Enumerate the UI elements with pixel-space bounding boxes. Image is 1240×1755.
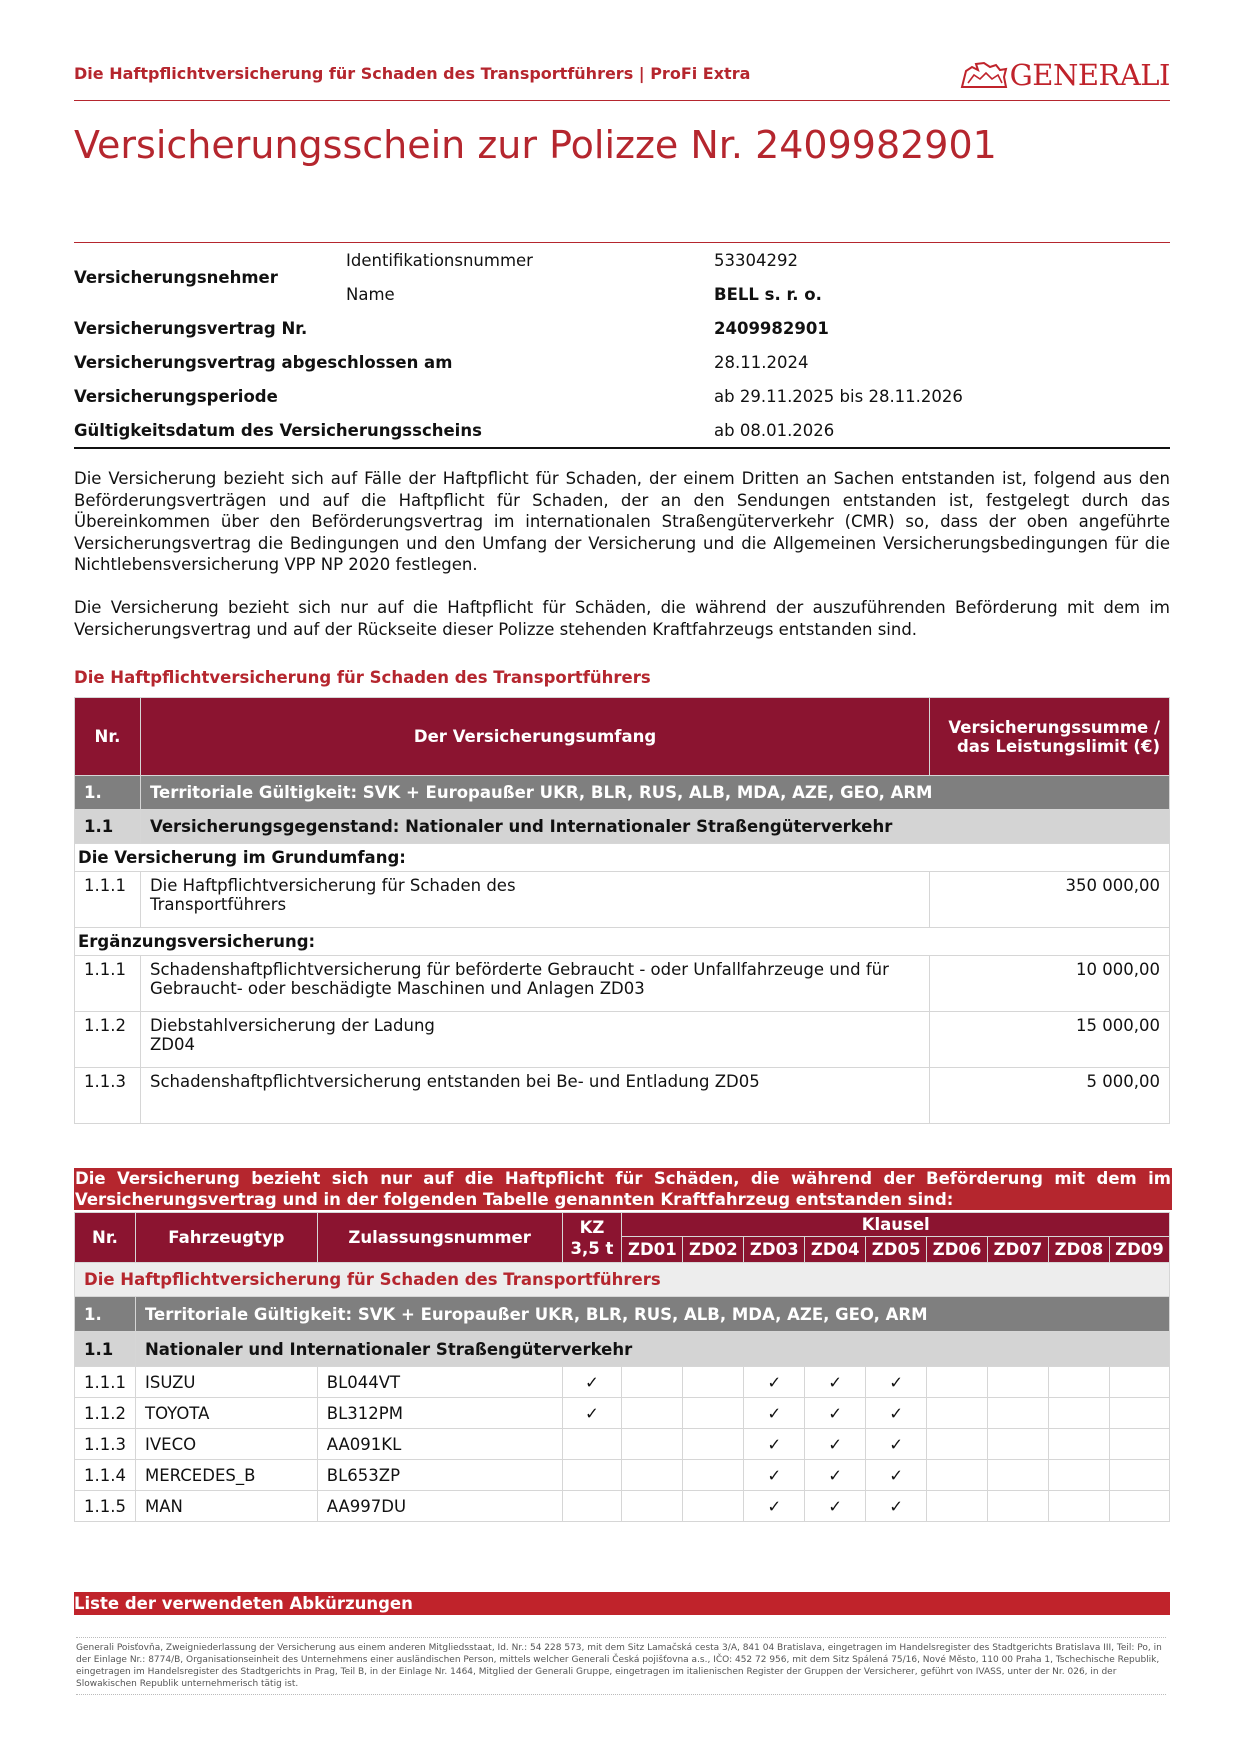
kz-cell <box>562 1429 622 1460</box>
vehicle-type: IVECO <box>135 1429 317 1460</box>
clause-cell <box>683 1460 744 1491</box>
clause-cell <box>1109 1491 1169 1522</box>
concluded-value: 28.11.2024 <box>714 352 809 372</box>
vehicle-nr: 1.1.5 <box>75 1491 136 1522</box>
abbreviations-title: Liste der verwendeten Abkürzungen <box>74 1592 1170 1615</box>
clause-header-zd07: ZD07 <box>988 1237 1049 1263</box>
basic-label: Die Versicherung im Grundumfang: <box>75 844 1170 872</box>
period-label: Versicherungsperiode <box>74 386 278 406</box>
check-icon: ✓ <box>744 1460 805 1491</box>
clause-cell <box>622 1398 683 1429</box>
vehicle-type: ISUZU <box>135 1367 317 1398</box>
vehicles-banner: Die Versicherung bezieht sich nur auf die Haftpflicht für Schäden, die während der Beförderung mit dem im Versicherungsvertrag und in der folgenden Tabelle genannten Kraftfahrzeug entstanden sind: <box>75 1169 1171 1209</box>
table-row <box>75 1367 1170 1398</box>
vehicle-plate: BL312PM <box>317 1398 562 1429</box>
clause-header-zd08: ZD08 <box>1048 1237 1109 1263</box>
check-icon: ✓ <box>805 1398 866 1429</box>
clause-cell <box>1048 1429 1109 1460</box>
vehicle-plate: AA091KL <box>317 1429 562 1460</box>
name-label: Name <box>346 284 395 304</box>
clause-cell <box>622 1460 683 1491</box>
veh-col-nr: Nr. <box>75 1213 136 1263</box>
clause-header-zd02: ZD02 <box>683 1237 744 1263</box>
clause-cell <box>927 1460 988 1491</box>
table-row <box>75 1460 1170 1491</box>
logo-text: GENERALI <box>1009 58 1170 92</box>
check-icon: ✓ <box>562 1367 622 1398</box>
check-icon: ✓ <box>805 1367 866 1398</box>
clause-cell <box>622 1367 683 1398</box>
clause-header-zd03: ZD03 <box>744 1237 805 1263</box>
veh-section-row <box>75 1263 1170 1297</box>
territory-row <box>75 776 1170 810</box>
table-row <box>75 1491 1170 1522</box>
check-icon: ✓ <box>866 1398 927 1429</box>
holder-label: Versicherungsnehmer <box>74 267 278 287</box>
contract-label: Versicherungsvertrag Nr. <box>74 318 308 338</box>
basic-label-row <box>75 844 1170 872</box>
coverage-table <box>74 697 1170 1124</box>
supplement-text: Schadenshaftpflichtversicherung entstanden bei Be- und Entladung ZD05 <box>140 1068 929 1124</box>
check-icon: ✓ <box>744 1429 805 1460</box>
id-label: Identifikationsnummer <box>346 250 533 270</box>
id-value: 53304292 <box>714 250 798 270</box>
supplement-label: Ergänzungsversicherung: <box>75 928 1170 956</box>
vehicle-nr: 1.1.1 <box>75 1367 136 1398</box>
vehicle-type: MERCEDES_B <box>135 1460 317 1491</box>
vehicle-plate: BL653ZP <box>317 1460 562 1491</box>
col-scope-header: Der Versicherungsumfang <box>140 698 929 776</box>
supplement-text: Diebstahlversicherung der Ladung ZD04 <box>140 1012 929 1068</box>
table-row <box>75 1398 1170 1429</box>
veh-territory-nr: 1. <box>75 1297 136 1332</box>
veh-territory-text: Territoriale Gültigkeit: SVK + Europaußer UKR, BLR, RUS, ALB, MDA, AZE, GEO, ARM <box>135 1297 1169 1332</box>
vehicles-header-row <box>75 1213 1170 1237</box>
territory-nr: 1. <box>75 776 141 810</box>
clause-cell <box>683 1398 744 1429</box>
coverage-header-row <box>75 698 1170 776</box>
check-icon: ✓ <box>866 1460 927 1491</box>
supplement-nr: 1.1.2 <box>75 1012 141 1068</box>
vehicle-type: TOYOTA <box>135 1398 317 1429</box>
table-row <box>75 956 1170 1012</box>
supplement-nr: 1.1.1 <box>75 956 141 1012</box>
page-header <box>74 58 1170 101</box>
clause-header-zd04: ZD04 <box>805 1237 866 1263</box>
veh-subject-row <box>75 1332 1170 1367</box>
clause-cell <box>1048 1398 1109 1429</box>
clause-cell <box>1048 1460 1109 1491</box>
table-row <box>75 1012 1170 1068</box>
header-title: Die Haftpflichtversicherung für Schaden des Transportführers | ProFi Extra <box>74 64 751 83</box>
vehicles-table <box>74 1212 1170 1522</box>
veh-col-type: Fahrzeugtyp <box>135 1213 317 1263</box>
table-row <box>75 872 1170 928</box>
basic-nr: 1.1.1 <box>75 872 141 928</box>
subject-text: Versicherungsgegenstand: Nationaler und Internationaler Straßengüterverkehr <box>140 810 1169 844</box>
supplement-text: Schadenshaftpflichtversicherung für beförderte Gebraucht - oder Unfallfahrzeuge und für Gebraucht- oder beschädigte Maschinen und Anlagen ZD03 <box>140 956 929 1012</box>
clause-cell <box>683 1367 744 1398</box>
vehicle-nr: 1.1.3 <box>75 1429 136 1460</box>
check-icon: ✓ <box>805 1491 866 1522</box>
col-sum-header: Versicherungssumme / das Leistungslimit (€) <box>930 698 1170 776</box>
veh-col-kz: KZ 3,5 t <box>562 1213 622 1263</box>
period-value: ab 29.11.2025 bis 28.11.2026 <box>714 386 963 406</box>
check-icon: ✓ <box>866 1367 927 1398</box>
check-icon: ✓ <box>744 1398 805 1429</box>
veh-col-plate: Zulassungsnummer <box>317 1213 562 1263</box>
lion-icon <box>960 61 1008 89</box>
clause-cell <box>988 1367 1049 1398</box>
contract-value: 2409982901 <box>714 318 829 338</box>
table-row <box>75 1429 1170 1460</box>
clause-cell <box>1109 1367 1169 1398</box>
clause-cell <box>927 1491 988 1522</box>
clause-cell <box>1048 1491 1109 1522</box>
subject-nr: 1.1 <box>75 810 141 844</box>
basic-text: Die Haftpflichtversicherung für Schaden des Transportführers <box>140 872 929 928</box>
clause-cell <box>1109 1460 1169 1491</box>
vehicle-type: MAN <box>135 1491 317 1522</box>
clause-header-zd09: ZD09 <box>1109 1237 1169 1263</box>
clause-cell <box>988 1429 1049 1460</box>
clause-header-zd05: ZD05 <box>866 1237 927 1263</box>
clause-cell <box>1048 1367 1109 1398</box>
clause-cell <box>988 1398 1049 1429</box>
clause-cell <box>622 1491 683 1522</box>
supplement-sum: 5 000,00 <box>930 1068 1170 1124</box>
clause-header-zd06: ZD06 <box>927 1237 988 1263</box>
name-value: BELL s. r. o. <box>714 284 822 304</box>
clause-cell <box>927 1398 988 1429</box>
concluded-label: Versicherungsvertrag abgeschlossen am <box>74 352 453 372</box>
supplement-sum: 10 000,00 <box>930 956 1170 1012</box>
clause-cell <box>622 1429 683 1460</box>
clause-cell <box>988 1460 1049 1491</box>
vehicle-plate: AA997DU <box>317 1491 562 1522</box>
check-icon: ✓ <box>744 1367 805 1398</box>
page-title: Versicherungsschein zur Polizze Nr. 2409982901 <box>74 123 997 167</box>
vehicle-nr: 1.1.2 <box>75 1398 136 1429</box>
subject-row <box>75 810 1170 844</box>
veh-section-title: Die Haftpflichtversicherung für Schaden des Transportführers <box>75 1263 1170 1297</box>
clause-header-zd01: ZD01 <box>622 1237 683 1263</box>
check-icon: ✓ <box>805 1429 866 1460</box>
vehicle-nr: 1.1.4 <box>75 1460 136 1491</box>
supplement-label-row <box>75 928 1170 956</box>
veh-subject-nr: 1.1 <box>75 1332 136 1367</box>
check-icon: ✓ <box>562 1398 622 1429</box>
check-icon: ✓ <box>866 1491 927 1522</box>
clause-cell <box>1109 1429 1169 1460</box>
generali-logo <box>960 58 1170 92</box>
coverage-section-title: Die Haftpflichtversicherung für Schaden des Transportführers <box>74 668 651 687</box>
supplement-nr: 1.1.3 <box>75 1068 141 1124</box>
validity-label: Gültigkeitsdatum des Versicherungsscheins <box>74 420 482 440</box>
kz-cell <box>562 1460 622 1491</box>
clause-cell <box>988 1491 1049 1522</box>
clause-cell <box>683 1429 744 1460</box>
clause-cell <box>927 1367 988 1398</box>
check-icon: ✓ <box>805 1460 866 1491</box>
intro-paragraph: Die Versicherung bezieht sich auf Fälle der Haftpflicht für Schaden, der einem Dritten an Sachen entstanden ist, folgend aus den Beförderungsverträgen und auf die Haftpflicht für Schaden, der an den Sendungen entstanden ist, festgelegt durch das Übereinkommen über den Beförderungsvertrag im internationalen Straßengüterverkehr (CMR) so, dass der oben angeführte Versicherungsvertrag die Bedingungen und den Umfang der Versicherung und die Allgemeinen Versicherungsbedingungen für die Nichtlebensversicherung VPP NP 2020 festlegen. <box>74 469 1170 574</box>
col-nr-header: Nr. <box>75 698 141 776</box>
veh-subject-text: Nationaler und Internationaler Straßengüterverkehr <box>135 1332 1169 1367</box>
check-icon: ✓ <box>744 1491 805 1522</box>
clause-cell <box>927 1429 988 1460</box>
territory-text: Territoriale Gültigkeit: SVK + Europaußer UKR, BLR, RUS, ALB, MDA, AZE, GEO, ARM <box>140 776 1169 810</box>
validity-value: ab 08.01.2026 <box>714 420 835 440</box>
scope-paragraph: Die Versicherung bezieht sich nur auf die Haftpflicht für Schäden, die während der auszuführenden Beförderung mit dem im Versicherungsvertrag und auf der Rückseite dieser Polizze stehenden Kraftfahrzeugs entstanden sind. <box>74 598 1170 639</box>
clause-cell <box>683 1491 744 1522</box>
veh-territory-row <box>75 1297 1170 1332</box>
basic-sum: 350 000,00 <box>930 872 1170 928</box>
clause-cell <box>1109 1398 1169 1429</box>
policy-info <box>74 242 1170 449</box>
legal-footer: Generali Poisťovňa, Zweigniederlassung der Versicherung aus einem anderen Mitgliedsstaat, Id. Nr.: 54 228 573, mit dem Sitz Lamačská cesta 3/A, 841 04 Bratislava, eingetragen im Handelsregister des Stadtgerichts Bratislava III, Teil: Po, in der Einlage Nr.: 8774/B, Organisationseinheit des Unternehmens einer ausländischen Person, mittels welcher Generali Česká pojišťovna a.s., IČO: 452 72 956, mit dem Sitz Spálená 75/16, Nové Město, 110 00 Praha 1, Tschechische Republik, eingetragen im Handelsregister des Stadtgerichts in Prag, Teil B, in der Einlage Nr. 1464, Mitglied der Generali Gruppe, eingetragen im italienischen Register der Gruppen der Versicherer, geführt von IVASS, unter der Nr. 026, in der Slowakischen Republik unternehmerisch tätig ist. <box>76 1637 1166 1695</box>
table-row <box>75 1068 1170 1124</box>
vehicle-plate: BL044VT <box>317 1367 562 1398</box>
kz-cell <box>562 1491 622 1522</box>
check-icon: ✓ <box>866 1429 927 1460</box>
veh-col-clause: Klausel <box>622 1213 1170 1237</box>
supplement-sum: 15 000,00 <box>930 1012 1170 1068</box>
